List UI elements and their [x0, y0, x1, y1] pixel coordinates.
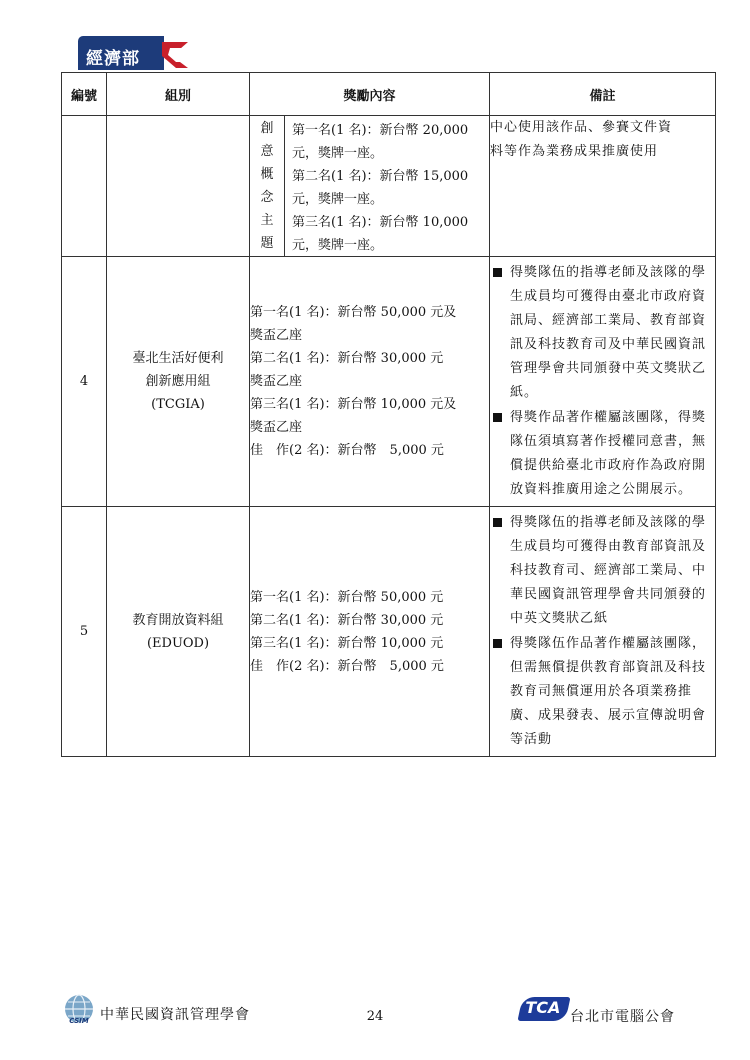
award-line: 獎盃乙座: [250, 328, 303, 343]
award-line: 第二名(1 名)：新台幣 15,000: [292, 169, 469, 184]
remark-line: 料等作為業務成果推廣使用: [490, 144, 659, 159]
header-group: 組別: [107, 73, 250, 116]
group-line: (EDUOD): [146, 635, 210, 651]
award-line: 元，獎牌一座。: [292, 146, 384, 161]
square-bullet-icon: [493, 413, 502, 422]
award-line: 獎盃乙座: [250, 374, 303, 389]
cell-group: [107, 507, 250, 757]
award-line: 佳 作(2 名)：新台幣 5,000 元: [250, 443, 444, 458]
awards-table: [61, 72, 716, 757]
remark-text: 得獎作品著作權屬該團隊，得獎隊伍須填寫著作授權同意書，無償提供給臺北市政府作為政府開放資料推廣用途之公開展示。: [510, 410, 707, 497]
award-line: 獎盃乙座: [250, 420, 303, 435]
cell-group: [107, 116, 250, 257]
ministry-emblem-icon: [158, 40, 194, 70]
square-bullet-icon: [493, 518, 502, 527]
cell-number: [62, 116, 107, 257]
table-row-5: [62, 507, 716, 757]
remark-text: 得獎隊伍的指導老師及該隊的學生成員均可獲得由臺北市政府資訊局、經濟部工業局、教育部資訊及科技教育司及中華民國資訊管理學會共同頒發中英文獎狀乙紙。: [510, 265, 707, 400]
page-number: 24: [366, 1009, 384, 1024]
award-line: 第三名(1 名)：新台幣 10,000 元及: [250, 397, 457, 412]
cell-remark: [490, 257, 716, 507]
award-line: 元，獎牌一座。: [292, 192, 384, 207]
remark-bullet: [490, 261, 715, 405]
remark-bullet: [490, 511, 715, 631]
cell-award: [250, 116, 490, 257]
award-line: 第一名(1 名)：新台幣 50,000 元: [250, 589, 444, 605]
award-line: 第三名(1 名)：新台幣 10,000: [292, 215, 469, 230]
square-bullet-icon: [493, 268, 502, 277]
tca-logo: [520, 997, 700, 1027]
group-line: 臺北生活好便利: [132, 351, 224, 366]
tca-logo-badge: [517, 997, 570, 1021]
group-line: 創新應用組: [145, 374, 211, 389]
cell-group: [107, 257, 250, 507]
csim-logo-text: CSIM: [69, 1017, 89, 1025]
cell-number: 4: [62, 257, 107, 507]
remark-bullet: [490, 406, 715, 502]
header-award: 獎勵內容: [250, 73, 490, 116]
remark-text: 得獎隊伍作品著作權屬該團隊，但需無償提供教育部資訊及科技教育司無償運用於各項業務推廣、成果發表、展示宣傳說明會等活動: [510, 636, 707, 747]
square-bullet-icon: [493, 639, 502, 648]
table-row-continued: [62, 116, 716, 257]
sub-category-awards: [285, 116, 489, 256]
group-line: (TCGIA): [151, 397, 205, 412]
cell-award: [250, 507, 490, 757]
tca-org-name: 台北市電腦公會: [570, 1009, 675, 1025]
remark-bullet: [490, 632, 715, 752]
header-number: 編號: [62, 73, 107, 116]
cell-number: 5: [62, 507, 107, 757]
sub-category-label: 創 意 概 念 主 題: [250, 116, 285, 256]
table-row-4: [62, 257, 716, 507]
cell-remark: [490, 507, 716, 757]
award-line: 第一名(1 名)：新台幣 20,000: [292, 123, 469, 138]
ministry-logo: [78, 36, 194, 70]
tca-logo-text: TCA: [525, 998, 561, 1017]
header-remark: 備註: [490, 73, 716, 116]
cell-remark: [490, 116, 716, 257]
award-line: 第三名(1 名)：新台幣 10,000 元: [250, 635, 444, 651]
award-line: 元，獎牌一座。: [292, 238, 384, 253]
table-header-row: [62, 73, 716, 116]
cell-award: [250, 257, 490, 507]
remark-line: 中心使用該作品、參賽文件資: [490, 120, 673, 135]
award-line: 第二名(1 名)：新台幣 30,000 元: [250, 351, 444, 366]
group-line: 教育開放資料組: [132, 612, 224, 628]
ministry-logo-bar: [78, 36, 164, 70]
award-line: 第二名(1 名)：新台幣 30,000 元: [250, 612, 444, 628]
award-line: 第一名(1 名)：新台幣 50,000 元及: [250, 305, 457, 320]
award-line: 佳 作(2 名)：新台幣 5,000 元: [250, 658, 444, 674]
remark-text: 得獎隊伍的指導老師及該隊的學生成員均可獲得由教育部資訊及科技教育司、經濟部工業局、中華民國資訊管理學會共同頒發的中英文獎狀乙紙: [510, 515, 707, 626]
ministry-logo-text: 經濟部: [86, 49, 140, 69]
csim-org-name: 中華民國資訊管理學會: [100, 1007, 250, 1023]
